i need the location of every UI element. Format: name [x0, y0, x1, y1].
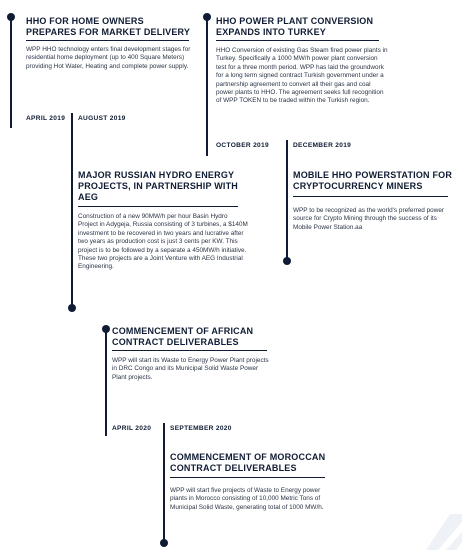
entry-body-hho-power-plant: HHO Conversion of existing Gas Steam fired power plants in Turkey. Specifically a 1000 MW/h power plant conversion test for a three month period. WPP has laid the groundwork for a long term signed contract Turkish government under a partnership agreement to convert all their gas and coal power plants to HHO. The agreement seeks full recognition of WPP TOKEN to be traded within the Turkish region.: [216, 47, 388, 105]
entry-date-african: APRIL 2020: [112, 425, 152, 432]
timeline-dot-mobile: [283, 257, 291, 265]
heading-rule-african: [112, 350, 267, 351]
entry-title-hho-power-plant: HHO POWER PLANT CONVERSION EXPANDS INTO TURKEY: [216, 16, 374, 37]
decorative-stripes: [420, 512, 462, 552]
entry-date-hho-home: APRIL 2019: [26, 115, 66, 122]
entry-title-hho-home: HHO FOR HOME OWNERS PREPARES FOR MARKET DELIVERY: [26, 16, 191, 37]
timeline-dot-african: [102, 325, 110, 333]
timeline-line-power-plant: [206, 14, 208, 156]
entry-body-mobile-hho: WPP to be recognized as the world's preferred power source for Crypto Mining through the success of its Mobile Power Station.aa: [293, 207, 445, 231]
timeline-line-mobile: [286, 140, 288, 262]
entry-title-moroccan: COMMENCEMENT OF MOROCCAN CONTRACT DELIVERABLES: [170, 452, 326, 473]
heading-rule-moroccan: [170, 477, 325, 478]
entry-date-hho-power-plant: OCTOBER 2019: [216, 142, 269, 149]
entry-body-african: WPP will start its Waste to Energy Power Plant projects in DRC Congo and its Municipal Solid Waste Power Plant projects.: [112, 357, 269, 381]
entry-date-russian-hydro: AUGUST 2019: [78, 115, 126, 122]
heading-rule-mobile: [293, 196, 448, 197]
heading-rule-power-plant: [216, 40, 379, 41]
timeline-dot-home: [7, 13, 15, 21]
timeline-line-moroccan: [163, 423, 165, 545]
timeline-dot-power-plant: [203, 13, 211, 21]
entry-body-moroccan: WPP will start five projects of Waste to Energy power plants in Morocco consisting of 10,000 Metric Tons of Municipal Solid Waste, generating total of 1000 MW/h.: [170, 487, 324, 511]
heading-rule-home: [26, 40, 189, 41]
heading-rule-russian: [78, 206, 238, 207]
entry-body-hho-home: WPP HHO technology enters final development stages for residential home deployment (up to 400 Square Meters) providing Hot Water, Heating and complete power supply.: [26, 46, 191, 70]
entry-title-russian-hydro: MAJOR RUSSIAN HYDRO ENERGY PROJECTS, IN PARTNERSHIP WITH AEG: [78, 170, 238, 202]
entry-date-mobile-hho: DECEMBER 2019: [293, 142, 352, 149]
entry-date-moroccan: SEPTEMBER 2020: [170, 425, 232, 432]
timeline-line-african: [105, 326, 107, 436]
timeline-dot-moroccan: [160, 539, 168, 547]
entry-title-african: COMMENCEMENT OF AFRICAN CONTRACT DELIVERABLES: [112, 326, 254, 347]
entry-body-russian-hydro: Construction of a new 90MW/h per hour Basin Hydro Project in Adygeja, Russia consisting of 3 turbines, a $140M investment to be recovered in two years and lucrative after two years as production cost is just 3 cents per KW. This project is to be followed by a separate a 450MW/h initiative. These two projects are a Joint Venture with AEG Industrial Engineering.: [78, 213, 248, 271]
timeline-line-home: [10, 14, 12, 128]
entry-title-mobile-hho: MOBILE HHO POWERSTATION FOR CRYPTOCURRENCY MINERS: [293, 170, 453, 191]
timeline-dot-russian: [68, 304, 76, 312]
timeline-line-russian: [71, 113, 73, 308]
